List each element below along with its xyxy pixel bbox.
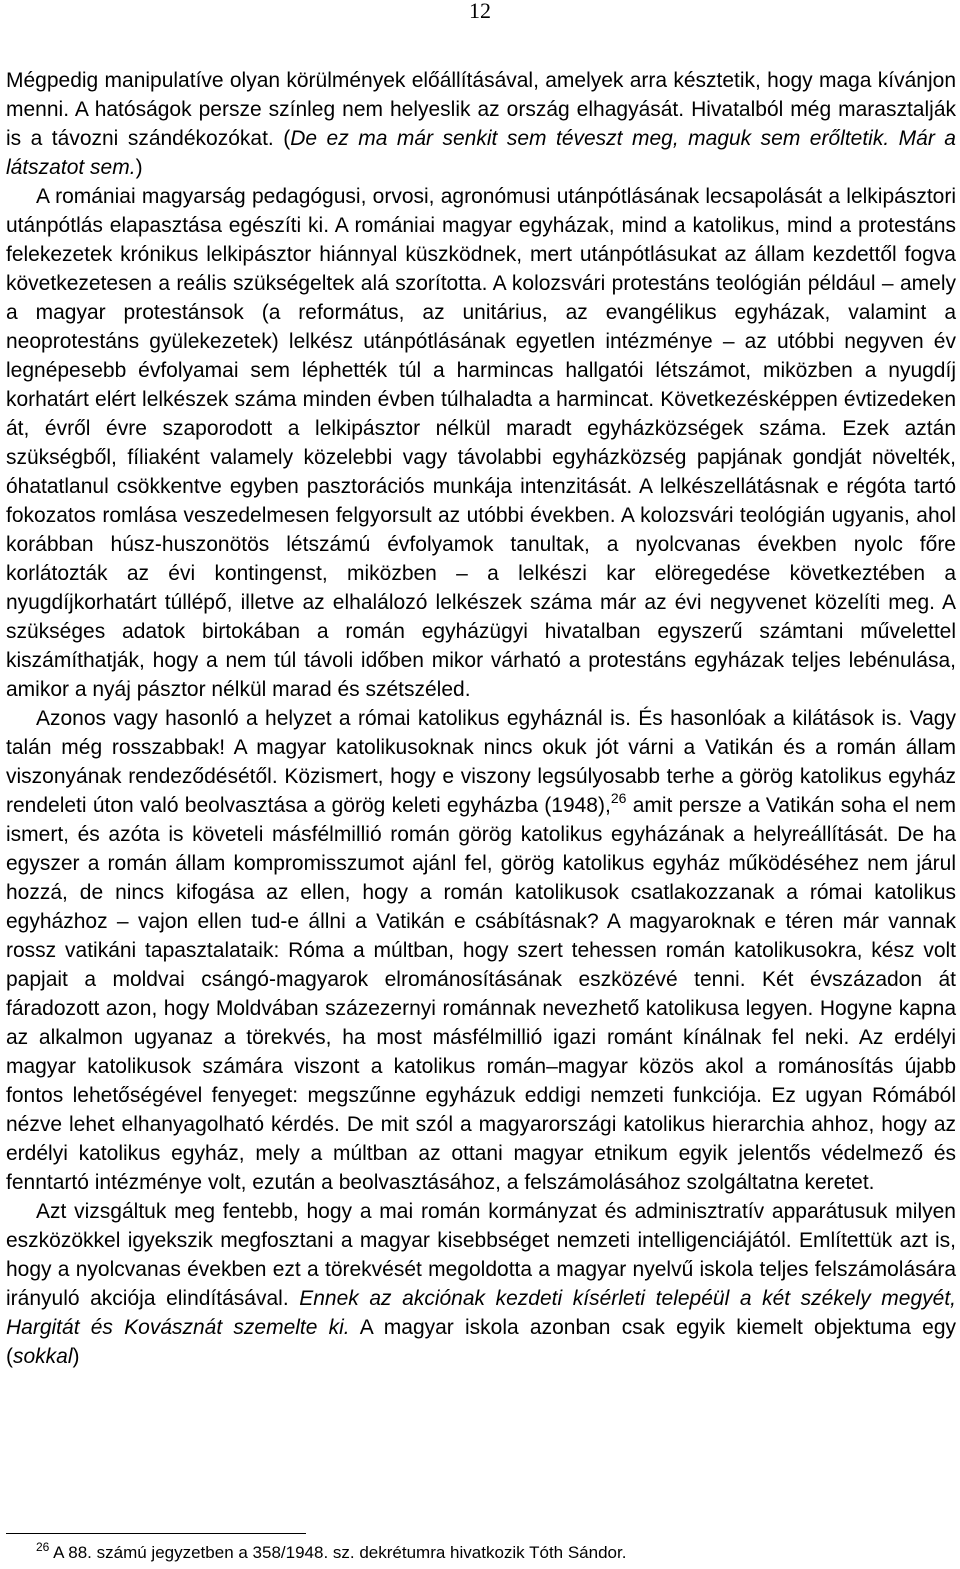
paragraph — [6, 66, 956, 182]
paragraph-text: Azt vizsgáltuk meg fentebb, hogy a mai román kormányzat és adminisztratív apparátusuk milyen eszközökkel igyekszik megfosztani a magyar kisebbséget nemzeti intelligenciájától. Említettük azt is, hogy a nyolcvanas években ezt a törekvését megoldotta a magyar nyelvű iskola teljes felszámolására irányuló akciója elindításával. — [6, 1200, 956, 1310]
paragraph — [6, 704, 956, 1197]
footnote-reference[interactable]: 26 — [610, 790, 627, 806]
paren-open: ( — [283, 127, 291, 150]
italic-sentence: Ennek az akciónak kezdeti kísérleti telepéül a két székely megyét, Hargitát és Kovásznát szemelte ki. — [6, 1287, 956, 1339]
footnote-number: 26 — [36, 1540, 50, 1554]
footnote-divider — [6, 1533, 306, 1534]
paragraph-text: amit persze a Vatikán soha el nem ismert, és azóta is követeli másfélmillió román görög katolikus egyházának a helyreállítását. De ha egyszer a román állam kompromisszumot ajánl fel, görög katolikus egyház működéséhez nem járul hozzá, de nincs kifogása az ellen, hogy a román katolikusok csatlakozzanak a római katolikus egyházhoz – vajon ellen tud-e állni a Vatikán e csábításnak? A magyaroknak e téren már vannak rossz vatikáni tapasztalataik: Róma a múltban, hogy szert tehessen román katolikusokra, kész volt papjait a moldvai csángó-magyarok elrománosításának eszközévé tenni. Két évszázadon át fáradozott azon, hogy Moldvában százezernyi románnak nevezhető katolikusa legyen. Hogyne kapna az alkalmon ugyanaz a törekvés, ha most másfélmillió igazi románt kínálnak fel neki. Az erdélyi magyar katolikusok számára viszont a katolikus román–magyar közös akol a románosítás újabb fontos lehetőségével fenyeget: megszűnne egyházuk eddigi nemzeti funkciója. Ez ugyan Rómából nézve lehet elhanyagolható kérdés. De mit szól a magyarországi katolikus hierarchia ahhoz, hogy az erdélyi katolikus egyház, mely a múltban az ottani magyar etnikum egyik jelentős védelmező és fenntartó intézménye volt, ezután a beolvasztásához, a felszámolásához szolgáltatna keretet. — [6, 794, 956, 1194]
paren-close: ) — [135, 156, 143, 179]
paragraph-text: Mégpedig manipulatíve olyan körülmények előállításával, amelyek arra késztetik, hogy maga kívánjon menni. A hatóságok persze színleg nem helyeslik az ország elhagyását. Hivatalból még marasztalják is a távozni szándékozókat. — [6, 69, 956, 150]
paragraph-text: A magyar iskola azonban csak egyik kiemelt objektuma egy ( — [6, 1316, 956, 1368]
paragraph-text: A romániai magyarság pedagógusi, orvosi, agronómusi utánpótlásának lecsapolását a lelkipásztori utánpótlás elapasztása egészíti ki. A romániai magyar egyházak, mind a katolikus, mind a protestáns felekezetek krónikus lelkipásztor hiánnyal küszködnek, mert utánpótlásukat az állam kezdettől fogva következetesen a reális szükségeltek alá szorította. A kolozsvári protestáns teológián például – amely a magyar protestánsok (a református, az unitárius, az evangélikus egyházak, valamint a neoprotestáns gyülekezetek) lelkész utánpótlásának egyetlen intézménye – az utóbbi negyven év legnépesebb évfolyamai sem léphették túl a harmincas hallgatói létszámot, miközben a nyugdíj korhatárt elért lelkészek száma minden évben túlhaladta a harmincat. Következésképpen évtizedeken át, évről évre szaporodott a lelkipásztor nélkül maradt egyházközségek száma. Ezek aztán szükségből, fíliaként valamely közelebbi vagy távolabbi egyházközség papjának gondját növelték, óhatatlanul csökkentve egyben pasztorációs munkája intenzitását. A lelkészellátásnak e régóta tartó fokozatos romlása veszedelmesen felgyorsult az utóbbi években. A kolozsvári teológián ugyanis, ahol korábban húsz-huszonötös létszámú évfolyamok tanultak, a nyolcvanas években nyolc főre korlátozták az évi kontingenst, miközben – a lelkészi kar elöregedése következtében a nyugdíjkorhatárt túllépő, illetve az elhalálozó lelkészek száma már az évi negyvenet közelíti meg. A szükséges adatok birtokában a román egyházügyi hivatalban egyszerű számtani művelettel kiszámíthatják, hogy a nem túl távoli időben mikor várható a protestáns egyházak teljes lebénulása, amikor a nyáj pásztor nélkül marad és szétszéled. — [6, 185, 956, 701]
paragraph — [6, 182, 956, 704]
italic-aside: De ez ma már senkit sem téveszt meg, maguk sem erőltetik. Már a látszatot sem. — [6, 127, 956, 179]
page-number: 12 — [469, 0, 491, 23]
paragraph — [6, 1197, 956, 1371]
paren-close: ) — [72, 1345, 80, 1368]
paragraph-text: Azonos vagy hasonló a helyzet a római katolikus egyháznál is. És hasonlóak a kilátások is. Vagy talán még rosszabbak! A magyar katolikusoknak nincs okuk jót várni a Vatikán és a román állam viszonyának rendeződésétől. Közismert, hogy e viszony legsúlyosabb terhe a görög katolikus egyház rendeleti úton való beolvasztása a görög keleti egyházba (1948), — [6, 707, 956, 817]
footnote-text: A 88. számú jegyzetben a 358/1948. sz. dekrétumra hivatkozik Tóth Sándor. — [49, 1543, 627, 1562]
footnote — [36, 1542, 936, 1564]
italic-word: sokkal — [13, 1345, 73, 1368]
body-text — [6, 66, 956, 1371]
